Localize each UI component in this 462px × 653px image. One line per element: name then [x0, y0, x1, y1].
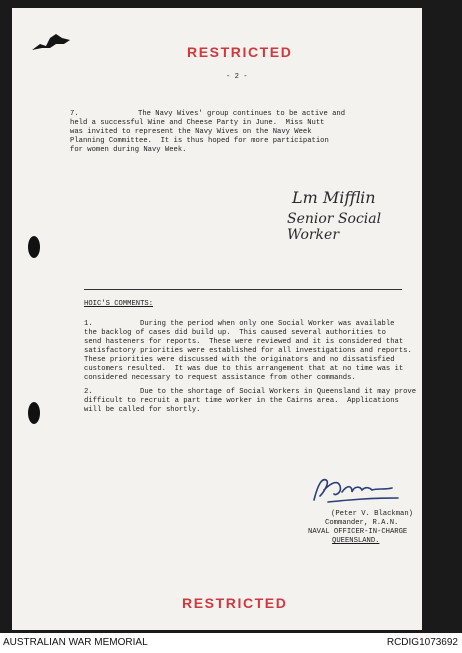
paragraph-7-line-4: Planning Committee. It is thus hoped for more participation — [70, 137, 329, 145]
comment-2-line-1: Due to the shortage of Social Workers in Queensland it may prove — [140, 388, 417, 396]
blackman-signature — [308, 474, 404, 506]
signer-location: QUEENSLAND. — [332, 537, 380, 545]
handwritten-signature-title: Senior Social Worker — [287, 211, 382, 243]
restricted-stamp-bottom: RESTRICTED — [182, 595, 288, 611]
archive-footer — [0, 633, 462, 653]
comment-2-line-2: difficult to recruit a part time worker in the Cairns area. Applications — [84, 397, 399, 405]
footer-record-id: RCDIG1073692 — [386, 637, 458, 648]
comment-2-line-3: will be called for shortly. — [84, 406, 201, 414]
section-divider — [84, 289, 402, 290]
comment-1-line-6: customers resulted. It was due to this arrangement that at no time was it — [84, 365, 404, 373]
paragraph-7-line-5: for women during Navy Week. — [70, 146, 187, 154]
comment-1-line-4: satisfactory priorities were established for all investigations and reports. — [84, 347, 412, 355]
comment-1-line-3: send hasteners for reports. These were reviewed and it is considered that — [84, 338, 404, 346]
signer-office: NAVAL OFFICER-IN-CHARGE — [308, 528, 408, 536]
comment-1-line-5: These priorities were discussed with the originators and no dissatisfied — [84, 356, 395, 364]
hoic-comments-heading: HOIC'S COMMENTS: — [84, 300, 154, 308]
signer-name: (Peter V. Blackman) — [331, 510, 413, 518]
paragraph-7-number: 7. — [70, 110, 79, 118]
comment-1-number: 1. — [84, 320, 93, 328]
paragraph-7-line-1: The Navy Wives' group continues to be active and — [138, 110, 346, 118]
paragraph-7-line-2: held a successful Wine and Cheese Party in June. Miss Nutt — [70, 119, 325, 127]
paragraph-7-line-3: was invited to represent the Navy Wives on the Navy Week — [70, 128, 312, 136]
comment-1-line-2: the backlog of cases did build up. This caused several authorities to — [84, 329, 386, 337]
footer-institution: AUSTRALIAN WAR MEMORIAL — [3, 637, 148, 648]
restricted-stamp-top: RESTRICTED — [187, 44, 293, 60]
punch-hole-lower — [28, 402, 40, 424]
punch-hole-upper — [28, 236, 40, 258]
page-number: - 2 - — [226, 73, 248, 81]
torn-corner-mark — [30, 30, 74, 52]
comment-1-line-7: considered necessary to request assistance from other commands. — [84, 374, 356, 382]
handwritten-signature-name: Lm Mifflin — [292, 188, 376, 207]
document-page — [12, 8, 422, 630]
comment-1-line-1: During the period when only one Social Worker was available — [140, 320, 395, 328]
signer-rank: Commander, R.A.N. — [325, 519, 399, 527]
comment-2-number: 2. — [84, 388, 93, 396]
